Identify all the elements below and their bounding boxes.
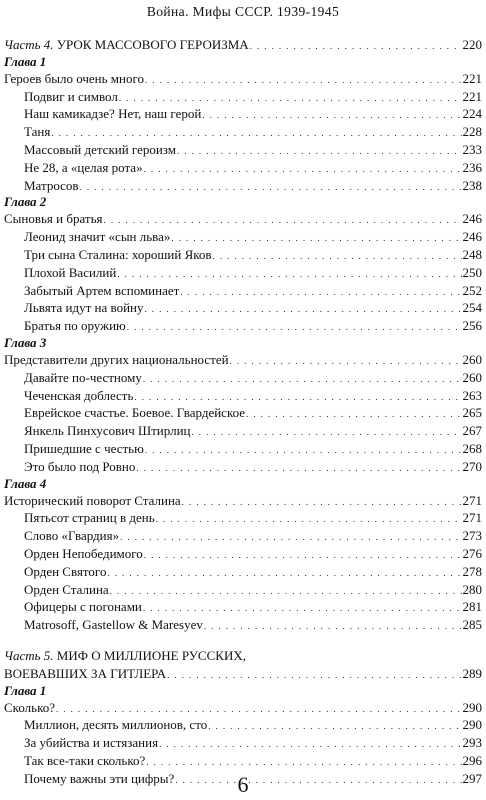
page-ref: 221 [462,70,482,86]
toc-entry [4,440,482,458]
page-ref: 276 [462,545,482,561]
entry-title: Орден Непобедимого [24,545,143,561]
leader-dots [230,353,462,371]
table-of-contents [4,36,482,787]
part-title-line-2: ВОЕВАВШИХ ЗА ГИТЛЕРА [4,665,167,681]
chapter-title: Сколько? [4,699,55,715]
entry-title: Давайте по-честному [24,369,142,385]
entry-title: Чеченская доблесть [24,387,134,403]
toc-entry [4,246,482,264]
toc-entry [4,141,482,159]
page-ref: 233 [462,141,482,157]
page-ref: 248 [462,246,482,262]
toc-entry [4,422,482,440]
page-ref: 281 [462,599,482,615]
page-ref: 254 [462,300,482,316]
chapter-title-row [4,492,482,510]
page-ref: 271 [462,492,482,508]
leader-dots [107,565,461,583]
entry-title: Подвиг и символ [24,88,118,104]
toc-entry [4,282,482,300]
leader-dots [171,230,461,248]
page-ref: 263 [462,387,482,403]
toc-entry [4,616,482,634]
chapter-label: Глава 1 [4,53,47,69]
toc-entry [4,317,482,335]
page-ref: 297 [462,770,482,786]
toc-entry [4,264,482,282]
entry-title: Леонид значит «сын льва» [24,229,171,245]
page-ref: 289 [462,665,482,681]
leader-dots [146,754,461,772]
entry-title: Миллион, десять миллионов, сто [24,717,208,733]
toc-entry [4,369,482,387]
toc-entry [4,716,482,734]
toc-entry [4,581,482,599]
toc-entry [4,563,482,581]
page-ref: 221 [462,88,482,104]
chapter-title-row [4,699,482,717]
entry-title: Львята идут на войну [24,300,144,316]
entry-title: Не 28, а «целая рота» [24,159,143,175]
toc-entry [4,527,482,545]
toc-entry [4,177,482,195]
leader-dots [145,301,462,319]
entry-title: Плохой Василий [24,264,117,280]
leader-dots [143,371,462,389]
page-ref: 280 [462,581,482,597]
entry-title: Орден Сталина [24,581,109,597]
entry-title: Матросов [24,177,79,193]
leader-dots [80,179,462,197]
chapter-label: Глава 2 [4,194,47,210]
chapter-title: Представители других национальностей [4,351,229,367]
page-ref: 267 [462,423,482,439]
leader-dots [202,107,461,125]
toc-entry [4,458,482,476]
leader-dots [177,143,462,161]
page-ref: 265 [462,405,482,421]
part-title-line-1: МИФ О МИЛЛИОНЕ РУССКИХ, [56,647,246,663]
toc-entry [4,105,482,123]
entry-title: Таня [24,124,51,140]
chapter-title: Героев было очень много [4,70,144,86]
entry-title: Офицеры с погонами [24,599,142,615]
leader-dots [182,494,462,512]
entry-title: Братья по оружию [24,318,126,334]
part-label: Часть 4. [4,37,54,52]
page-ref: 260 [462,369,482,385]
page-ref: 268 [462,440,482,456]
page-ref: 256 [462,318,482,334]
leader-dots [110,583,462,601]
leader-dots [159,736,461,754]
toc-entry [4,159,482,177]
part-title: УРОК МАССОВОГО ГЕРОИЗМА [56,37,249,52]
entry-title: Три сына Сталина: хороший Яков [24,246,212,262]
chapter-title: Сыновья и братья [4,211,103,227]
entry-title: Это было под Ровно [24,458,136,474]
entry-title: Matrosoff, Gastellow & Maresyev [24,617,203,633]
page-ref: 228 [462,124,482,140]
part-heading-line-1 [4,647,482,665]
leader-dots [136,460,461,478]
page-ref: 224 [462,106,482,122]
page-ref: 238 [462,177,482,193]
leader-dots [208,718,461,736]
leader-dots [145,72,462,90]
toc-entry [4,509,482,527]
part-label: Часть 5. [4,647,54,663]
page-ref: 290 [462,717,482,733]
page-ref: 293 [462,735,482,751]
leader-dots [145,442,462,460]
entry-title: Забытый Артем вспоминает [24,282,180,298]
entry-title: Пятьсот страниц в день [24,510,155,526]
leader-dots [213,248,462,266]
entry-title: Массовый детский героизм [24,141,176,157]
toc-entry [4,598,482,616]
toc-entry [4,734,482,752]
chapter-label: Глава 3 [4,334,47,350]
chapter-label: Глава 4 [4,475,47,491]
running-header: Война. Мифы СССР. 1939-1945 [146,4,340,19]
leader-dots [127,319,462,337]
entry-title: Еврейское счастье. Боевое. Гвардейское [24,405,246,421]
leader-dots [156,511,462,529]
chapter-title-row [4,210,482,228]
page-number: 6 [237,772,249,797]
toc-entry [4,387,482,405]
page-ref: 290 [462,699,482,715]
toc-entry [4,545,482,563]
page-ref: 285 [462,617,482,633]
entry-title: Наш камикадзе? Нет, наш герой [24,106,202,122]
entry-title: Так все-таки сколько? [24,752,146,768]
toc-entry [4,228,482,246]
leader-dots [180,284,461,302]
page-ref: 220 [462,37,482,52]
toc-entry [4,123,482,141]
page-ref: 250 [462,264,482,280]
leader-dots [246,406,461,424]
page-ref: 270 [462,458,482,474]
leader-dots [204,618,462,636]
toc-entry [4,752,482,770]
leader-dots [144,161,462,179]
toc-entry [4,299,482,317]
page-ref: 246 [462,211,482,227]
page-ref: 252 [462,282,482,298]
chapter-title-row [4,351,482,369]
page-ref: 278 [462,563,482,579]
leader-dots [144,547,462,565]
leader-dots [120,529,461,547]
part-heading [4,665,482,683]
toc-entry [4,404,482,422]
chapter-title: Исторический поворот Сталина [4,492,181,508]
entry-title: Орден Святого [24,563,107,579]
page-ref: 296 [462,752,482,768]
page-ref: 273 [462,528,482,544]
page-ref: 236 [462,159,482,175]
entry-title: За убийства и истязания [24,735,159,751]
chapter-label: Глава 1 [4,682,47,698]
toc-entry [4,88,482,106]
leader-dots [250,38,462,56]
page-ref: 246 [462,229,482,245]
entry-title: Пришедшие с честью [24,440,144,456]
part-heading [4,36,482,54]
entry-title: Почему важны эти цифры? [24,770,175,786]
page-ref: 260 [462,351,482,367]
entry-title: Янкель Пинхусович Штирлиц [24,423,191,439]
leader-dots [192,424,462,442]
page-ref: 271 [462,510,482,526]
entry-title: Слово «Гвардия» [24,528,120,544]
chapter-title-row [4,70,482,88]
leader-dots [167,667,461,685]
